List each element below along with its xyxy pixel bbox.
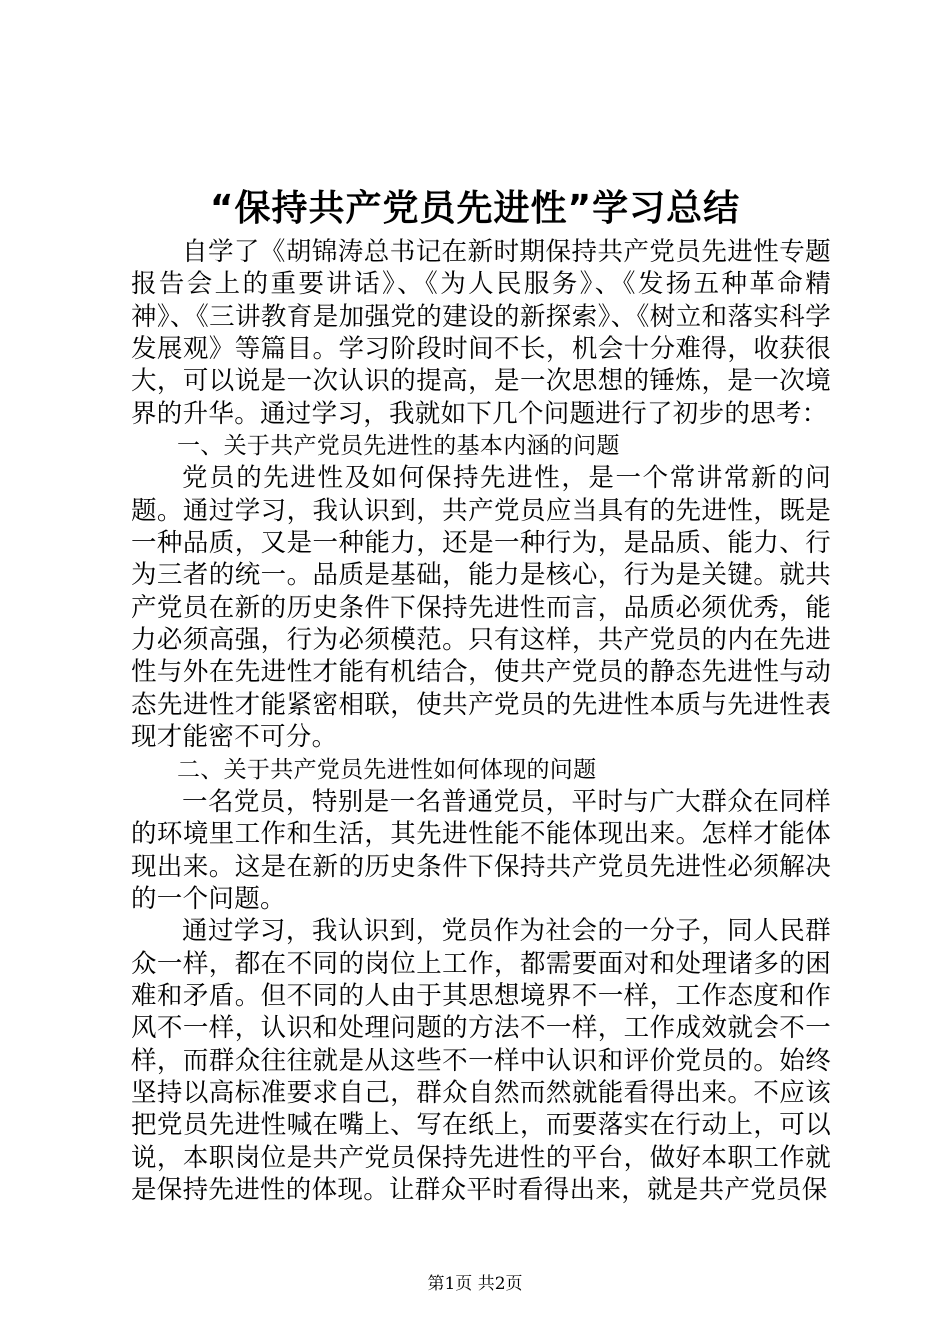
page-title: “保持共产党员先进性”学习总结	[209, 188, 741, 229]
paragraph-section-1: 党员的先进性及如何保持先进性，是一个常讲常新的问题。通过学习，我认识到，共产党员应当具有的先进性，既是一种品质，又是一种能力，还是一种行为，是品质、能力、行为三者的统一。品质是基础，能力是核心，行为是关键。就共产党员在新的历史条件下保持先进性而言，品质必须优秀，能力必须高强，行为必须模范。只有这样，共产党员的内在先进性与外在先进性才能有机结合，使共产党员的静态先进性与动态先进性才能紧密相联，使共产党员的先进性本质与先进性表现才能密不可分。	[131, 463, 831, 753]
section-heading-1: 一、关于共产党员先进性的基本内涵的问题	[177, 433, 620, 460]
page-number-footer: 第1页 共2页	[427, 1274, 523, 1294]
section-heading-2: 二、关于共产党员先进性如何体现的问题	[177, 756, 597, 783]
document-body	[131, 236, 831, 1206]
paragraph-intro: 自学了《胡锦涛总书记在新时期保持共产党员先进性专题报告会上的重要讲话》、《为人民服务》、《发扬五种革命精神》、《三讲教育是加强党的建设的新探索》、《树立和落实科学发展观》等篇目。学习阶段时间不长，机会十分难得，收获很大，可以说是一次认识的提高，是一次思想的锤炼，是一次境界的升华。通过学习，我就如下几个问题进行了初步的思考：	[131, 237, 831, 429]
paragraph-section-2a: 一名党员，特别是一名普通党员，平时与广大群众在同样的环境里工作和生活，其先进性能不能体现出来。怎样才能体现出来。这是在新的历史条件下保持共产党员先进性必须解决的一个问题。	[131, 786, 831, 914]
paragraph-section-2b: 通过学习，我认识到，党员作为社会的一分子，同人民群众一样，都在不同的岗位上工作，都需要面对和处理诸多的困难和矛盾。但不同的人由于其思想境界不一样，工作态度和作风不一样，认识和处理问题的方法不一样，工作成效就会不一样，而群众往往就是从这些不一样中认识和评价党员的。始终坚持以高标准要求自己，群众自然而然就能看得出来。不应该把党员先进性喊在嘴上、写在纸上，而要落实在行动上，可以说，本职岗位是共产党员保持先进性的平台，做好本职工作就是保持先进性的体现。让群众平时看得出来，就是共产党员保	[131, 916, 831, 1205]
